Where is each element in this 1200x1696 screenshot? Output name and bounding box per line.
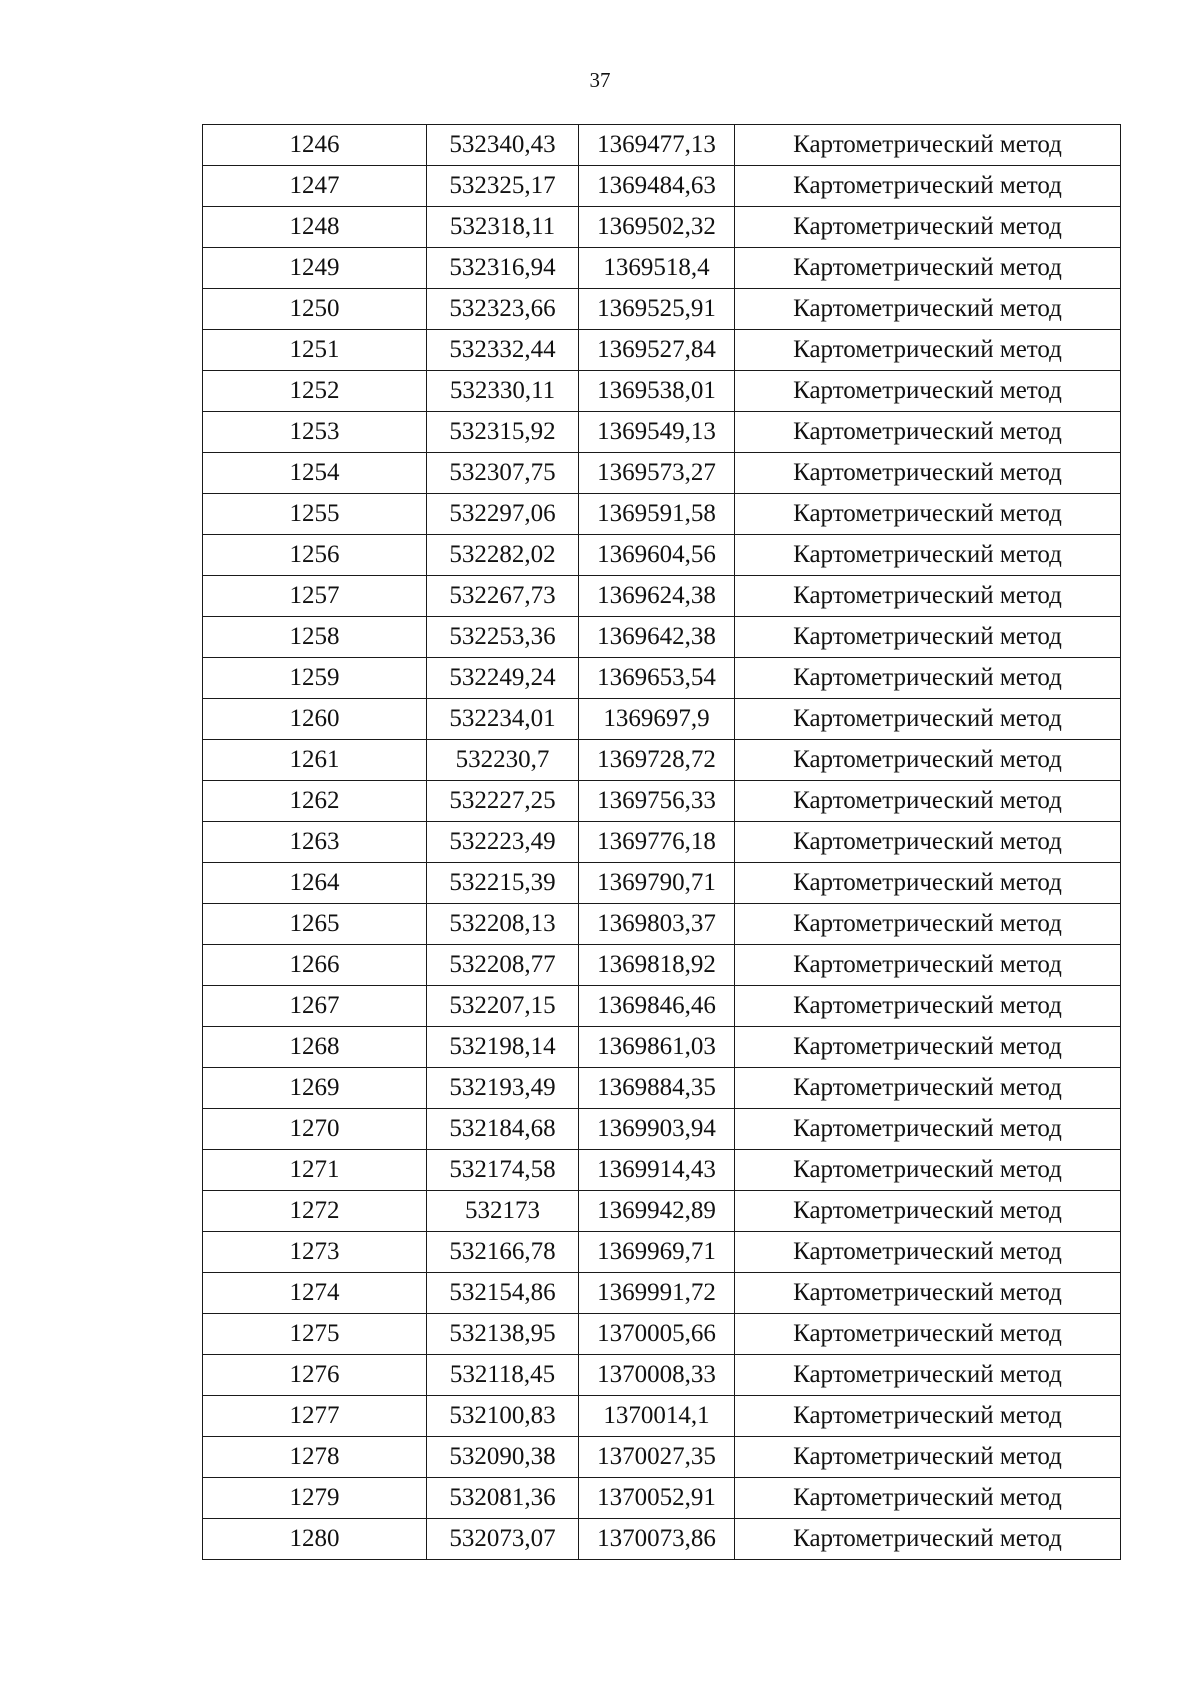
point-number-cell: 1268	[203, 1027, 427, 1068]
method-cell: Картометрический метод	[735, 330, 1121, 371]
method-cell: Картометрический метод	[735, 904, 1121, 945]
x-coordinate-cell: 532307,75	[427, 453, 579, 494]
table-row	[203, 904, 1121, 945]
y-coordinate-cell: 1369903,94	[579, 1109, 735, 1150]
method-cell: Картометрический метод	[735, 125, 1121, 166]
method-cell: Картометрический метод	[735, 1191, 1121, 1232]
point-number-cell: 1248	[203, 207, 427, 248]
y-coordinate-cell: 1369484,63	[579, 166, 735, 207]
point-number-cell: 1259	[203, 658, 427, 699]
point-number-cell: 1278	[203, 1437, 427, 1478]
x-coordinate-cell: 532100,83	[427, 1396, 579, 1437]
y-coordinate-cell: 1369573,27	[579, 453, 735, 494]
table-row	[203, 535, 1121, 576]
method-cell: Картометрический метод	[735, 248, 1121, 289]
method-cell: Картометрический метод	[735, 945, 1121, 986]
table-row	[203, 1478, 1121, 1519]
y-coordinate-cell: 1369653,54	[579, 658, 735, 699]
method-cell: Картометрический метод	[735, 986, 1121, 1027]
x-coordinate-cell: 532267,73	[427, 576, 579, 617]
point-number-cell: 1275	[203, 1314, 427, 1355]
point-number-cell: 1267	[203, 986, 427, 1027]
table-row	[203, 1150, 1121, 1191]
method-cell: Картометрический метод	[735, 1150, 1121, 1191]
method-cell: Картометрический метод	[735, 740, 1121, 781]
table-row	[203, 1109, 1121, 1150]
y-coordinate-cell: 1369803,37	[579, 904, 735, 945]
table-row	[203, 1027, 1121, 1068]
table-row	[203, 945, 1121, 986]
table-row	[203, 1273, 1121, 1314]
point-number-cell: 1263	[203, 822, 427, 863]
method-cell: Картометрический метод	[735, 494, 1121, 535]
coordinates-table	[202, 124, 1121, 1560]
method-cell: Картометрический метод	[735, 699, 1121, 740]
x-coordinate-cell: 532316,94	[427, 248, 579, 289]
method-cell: Картометрический метод	[735, 207, 1121, 248]
point-number-cell: 1258	[203, 617, 427, 658]
table-row	[203, 617, 1121, 658]
point-number-cell: 1273	[203, 1232, 427, 1273]
x-coordinate-cell: 532230,7	[427, 740, 579, 781]
point-number-cell: 1265	[203, 904, 427, 945]
table-row	[203, 248, 1121, 289]
point-number-cell: 1250	[203, 289, 427, 330]
x-coordinate-cell: 532332,44	[427, 330, 579, 371]
method-cell: Картометрический метод	[735, 576, 1121, 617]
y-coordinate-cell: 1369477,13	[579, 125, 735, 166]
x-coordinate-cell: 532207,15	[427, 986, 579, 1027]
x-coordinate-cell: 532330,11	[427, 371, 579, 412]
table-row	[203, 125, 1121, 166]
point-number-cell: 1247	[203, 166, 427, 207]
table-row	[203, 412, 1121, 453]
point-number-cell: 1277	[203, 1396, 427, 1437]
y-coordinate-cell: 1369846,46	[579, 986, 735, 1027]
x-coordinate-cell: 532090,38	[427, 1437, 579, 1478]
table-row	[203, 986, 1121, 1027]
point-number-cell: 1270	[203, 1109, 427, 1150]
point-number-cell: 1260	[203, 699, 427, 740]
table-row	[203, 1191, 1121, 1232]
point-number-cell: 1264	[203, 863, 427, 904]
x-coordinate-cell: 532315,92	[427, 412, 579, 453]
y-coordinate-cell: 1370014,1	[579, 1396, 735, 1437]
y-coordinate-cell: 1369914,43	[579, 1150, 735, 1191]
point-number-cell: 1252	[203, 371, 427, 412]
point-number-cell: 1246	[203, 125, 427, 166]
method-cell: Картометрический метод	[735, 1396, 1121, 1437]
point-number-cell: 1251	[203, 330, 427, 371]
method-cell: Картометрический метод	[735, 1437, 1121, 1478]
point-number-cell: 1255	[203, 494, 427, 535]
point-number-cell: 1249	[203, 248, 427, 289]
x-coordinate-cell: 532081,36	[427, 1478, 579, 1519]
table-row	[203, 1232, 1121, 1273]
x-coordinate-cell: 532174,58	[427, 1150, 579, 1191]
y-coordinate-cell: 1369604,56	[579, 535, 735, 576]
table-row	[203, 207, 1121, 248]
table-row	[203, 1314, 1121, 1355]
x-coordinate-cell: 532198,14	[427, 1027, 579, 1068]
method-cell: Картометрический метод	[735, 1273, 1121, 1314]
x-coordinate-cell: 532340,43	[427, 125, 579, 166]
x-coordinate-cell: 532184,68	[427, 1109, 579, 1150]
y-coordinate-cell: 1370073,86	[579, 1519, 735, 1560]
point-number-cell: 1262	[203, 781, 427, 822]
table-row	[203, 166, 1121, 207]
method-cell: Картометрический метод	[735, 1232, 1121, 1273]
point-number-cell: 1266	[203, 945, 427, 986]
x-coordinate-cell: 532073,07	[427, 1519, 579, 1560]
table-row	[203, 576, 1121, 617]
method-cell: Картометрический метод	[735, 1109, 1121, 1150]
y-coordinate-cell: 1369624,38	[579, 576, 735, 617]
x-coordinate-cell: 532249,24	[427, 658, 579, 699]
y-coordinate-cell: 1370005,66	[579, 1314, 735, 1355]
x-coordinate-cell: 532215,39	[427, 863, 579, 904]
table-row	[203, 494, 1121, 535]
table-row	[203, 863, 1121, 904]
table-row	[203, 330, 1121, 371]
method-cell: Картометрический метод	[735, 1027, 1121, 1068]
coordinates-table-body	[203, 125, 1121, 1560]
table-row	[203, 1068, 1121, 1109]
point-number-cell: 1271	[203, 1150, 427, 1191]
x-coordinate-cell: 532118,45	[427, 1355, 579, 1396]
method-cell: Картометрический метод	[735, 658, 1121, 699]
y-coordinate-cell: 1369818,92	[579, 945, 735, 986]
method-cell: Картометрический метод	[735, 1478, 1121, 1519]
y-coordinate-cell: 1369861,03	[579, 1027, 735, 1068]
y-coordinate-cell: 1369549,13	[579, 412, 735, 453]
point-number-cell: 1254	[203, 453, 427, 494]
x-coordinate-cell: 532297,06	[427, 494, 579, 535]
y-coordinate-cell: 1369756,33	[579, 781, 735, 822]
x-coordinate-cell: 532325,17	[427, 166, 579, 207]
method-cell: Картометрический метод	[735, 535, 1121, 576]
table-row	[203, 1519, 1121, 1560]
y-coordinate-cell: 1370027,35	[579, 1437, 735, 1478]
point-number-cell: 1276	[203, 1355, 427, 1396]
method-cell: Картометрический метод	[735, 617, 1121, 658]
y-coordinate-cell: 1369969,71	[579, 1232, 735, 1273]
point-number-cell: 1253	[203, 412, 427, 453]
x-coordinate-cell: 532223,49	[427, 822, 579, 863]
y-coordinate-cell: 1369884,35	[579, 1068, 735, 1109]
x-coordinate-cell: 532234,01	[427, 699, 579, 740]
method-cell: Картометрический метод	[735, 781, 1121, 822]
method-cell: Картометрический метод	[735, 863, 1121, 904]
method-cell: Картометрический метод	[735, 1314, 1121, 1355]
table-row	[203, 781, 1121, 822]
table-row	[203, 740, 1121, 781]
y-coordinate-cell: 1370052,91	[579, 1478, 735, 1519]
x-coordinate-cell: 532208,13	[427, 904, 579, 945]
page-number: 37	[589, 68, 611, 92]
y-coordinate-cell: 1369538,01	[579, 371, 735, 412]
y-coordinate-cell: 1369942,89	[579, 1191, 735, 1232]
point-number-cell: 1280	[203, 1519, 427, 1560]
x-coordinate-cell: 532318,11	[427, 207, 579, 248]
x-coordinate-cell: 532227,25	[427, 781, 579, 822]
table-row	[203, 1437, 1121, 1478]
y-coordinate-cell: 1369527,84	[579, 330, 735, 371]
table-row	[203, 822, 1121, 863]
y-coordinate-cell: 1369776,18	[579, 822, 735, 863]
x-coordinate-cell: 532282,02	[427, 535, 579, 576]
y-coordinate-cell: 1369697,9	[579, 699, 735, 740]
point-number-cell: 1261	[203, 740, 427, 781]
x-coordinate-cell: 532193,49	[427, 1068, 579, 1109]
method-cell: Картометрический метод	[735, 166, 1121, 207]
method-cell: Картометрический метод	[735, 371, 1121, 412]
y-coordinate-cell: 1369518,4	[579, 248, 735, 289]
table-row	[203, 699, 1121, 740]
x-coordinate-cell: 532138,95	[427, 1314, 579, 1355]
y-coordinate-cell: 1369790,71	[579, 863, 735, 904]
table-row	[203, 1355, 1121, 1396]
method-cell: Картометрический метод	[735, 1355, 1121, 1396]
x-coordinate-cell: 532173	[427, 1191, 579, 1232]
x-coordinate-cell: 532253,36	[427, 617, 579, 658]
method-cell: Картометрический метод	[735, 822, 1121, 863]
y-coordinate-cell: 1369591,58	[579, 494, 735, 535]
table-row	[203, 1396, 1121, 1437]
point-number-cell: 1279	[203, 1478, 427, 1519]
table-row	[203, 371, 1121, 412]
method-cell: Картометрический метод	[735, 1519, 1121, 1560]
point-number-cell: 1269	[203, 1068, 427, 1109]
point-number-cell: 1274	[203, 1273, 427, 1314]
table-row	[203, 289, 1121, 330]
table-row	[203, 658, 1121, 699]
x-coordinate-cell: 532166,78	[427, 1232, 579, 1273]
y-coordinate-cell: 1369642,38	[579, 617, 735, 658]
method-cell: Картометрический метод	[735, 453, 1121, 494]
x-coordinate-cell: 532208,77	[427, 945, 579, 986]
method-cell: Картометрический метод	[735, 1068, 1121, 1109]
method-cell: Картометрический метод	[735, 412, 1121, 453]
x-coordinate-cell: 532323,66	[427, 289, 579, 330]
point-number-cell: 1256	[203, 535, 427, 576]
y-coordinate-cell: 1369728,72	[579, 740, 735, 781]
x-coordinate-cell: 532154,86	[427, 1273, 579, 1314]
y-coordinate-cell: 1369502,32	[579, 207, 735, 248]
y-coordinate-cell: 1369525,91	[579, 289, 735, 330]
y-coordinate-cell: 1370008,33	[579, 1355, 735, 1396]
point-number-cell: 1272	[203, 1191, 427, 1232]
point-number-cell: 1257	[203, 576, 427, 617]
y-coordinate-cell: 1369991,72	[579, 1273, 735, 1314]
table-row	[203, 453, 1121, 494]
method-cell: Картометрический метод	[735, 289, 1121, 330]
